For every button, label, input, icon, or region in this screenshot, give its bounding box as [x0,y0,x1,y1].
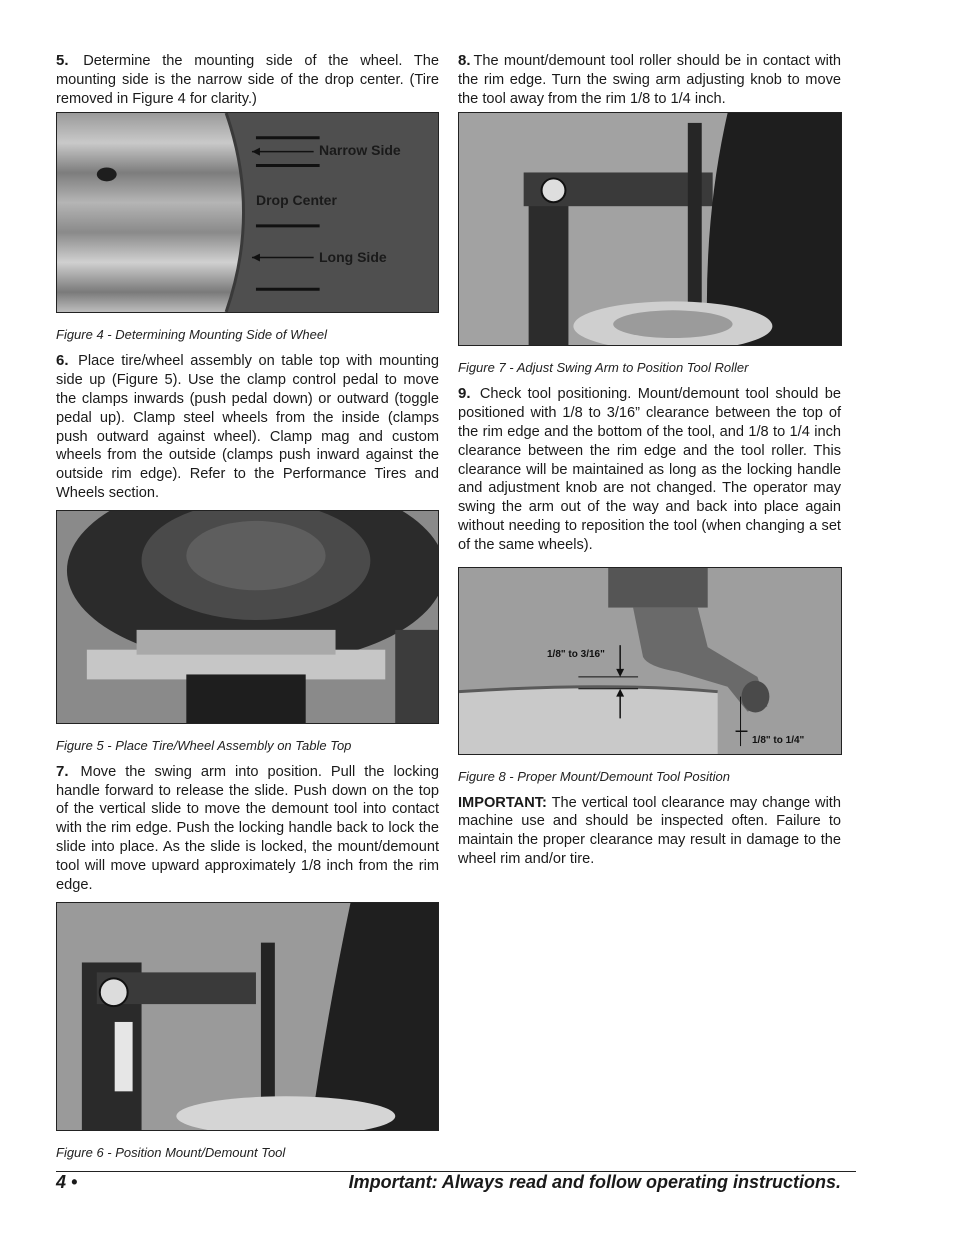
important-note [458,794,841,869]
step-9 [458,385,841,554]
tire-table-photo [57,511,438,723]
step-number: 9. [458,385,471,403]
figure-4-caption: Figure 4 - Determining Mounting Side of Wheel [56,327,327,343]
figure-8-tool-clearance [458,567,842,755]
step-number: 7. [56,762,69,780]
important-text: The vertical tool clearance may change with machine use and should be inspected often. Failure to maintain the proper clearance may result in damage to the wheel rim and/or tire. [458,794,841,867]
figure-7-caption: Figure 7 - Adjust Swing Arm to Position Tool Roller [458,360,749,376]
figure-6-caption: Figure 6 - Position Mount/Demount Tool [56,1145,286,1161]
step-text: The mount/demount tool roller should be in contact with the rim edge. Turn the swing arm adjusting knob to move the tool away from the rim 1/8 to 1/4 inch. [458,53,841,107]
step-text: Check tool positioning. Mount/demount tool should be positioned with 1/8 to 3/16” clearance between the top of the rim edge and the bottom of the tool, and 1/8 to 1/4 inch clearance between the rim edge and the tool roller. This clearance will be maintained as long as the locking handle and adjustment knob are not changed. The operator may swing the arm out of the way and back into place again without needing to reposition the tool (when changing a set of the same wheels). [458,386,841,553]
label-long-side: Long Side [319,249,387,266]
step-text: Move the swing arm into position. Pull the locking handle forward to release the slide. Push down on the top of the vertical slide to move the demount tool into contact with the rim edge. Push the locking handle back to lock the slide into place. As the slide is locked, the mount/demount tool will move upward approximately 1/8 inch from the rim edge. [56,763,439,893]
footer-notice: Important: Always read and follow operating instructions. [348,1172,841,1192]
position-tool-photo [57,903,438,1130]
figure-7-swing-arm [458,112,842,346]
swing-arm-photo [459,113,841,345]
step-number: 8. [458,52,471,69]
left-column [56,52,439,1160]
page-number: 4 • [56,1172,78,1192]
figure-8-caption: Figure 8 - Proper Mount/Demount Tool Position [458,768,730,784]
step-number: 6. [56,352,69,370]
label-vertical-clearance: 1/8" to 3/16" [547,648,605,660]
figure-5-caption: Figure 5 - Place Tire/Wheel Assembly on Table Top [56,737,352,753]
step-text: Determine the mounting side of the wheel. The mounting side is the narrow side of the drop center. (Tire removed in Figure 4 for clarity.) [56,53,439,107]
step-7 [56,763,439,895]
label-horizontal-clearance: 1/8" to 1/4" [752,734,805,746]
step-text: Place tire/wheel assembly on table top with mounting side up (Figure 5). Use the clamp control pedal to move the clamps inwards (push pedal down) or outward (toggle pedal up). Clamp steel wheels from the inside (clamps push outward against wheel). Clamp mag and custom wheels from the outside (clamps push inward against the outside rim edge). Refer to the Performance Tires and Wheels section. [56,353,439,501]
tool-clearance-photo [459,568,841,754]
label-narrow-side: Narrow Side [319,142,401,159]
right-column [458,52,841,869]
figure-5-tire-on-table [56,510,439,724]
step-number: 5. [56,52,69,69]
step-6 [56,352,439,502]
figure-4-wheel-rim [56,112,439,313]
figure-6-position-tool [56,902,439,1131]
step-8 [458,52,841,108]
step-5 [56,52,439,108]
label-drop-center: Drop Center [256,192,337,209]
important-label: IMPORTANT: [458,794,547,811]
